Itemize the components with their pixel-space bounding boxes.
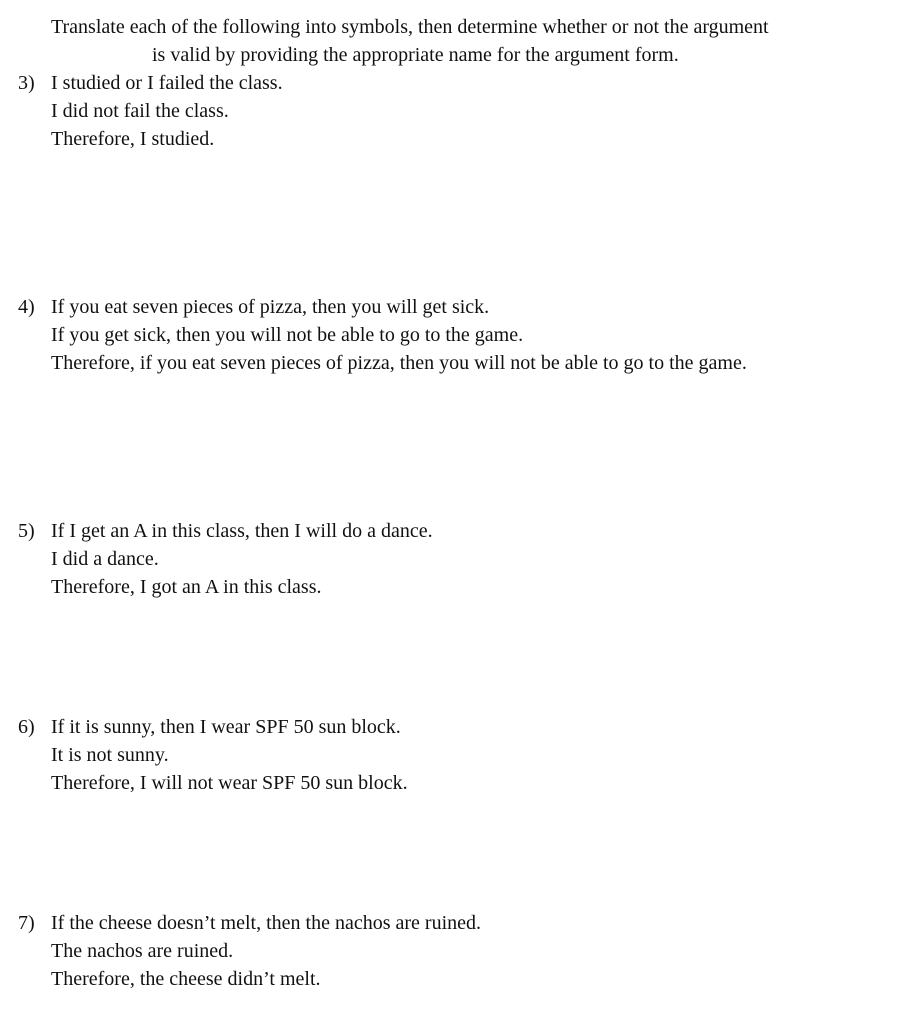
premise-1: If it is sunny, then I wear SPF 50 sun block. (51, 716, 401, 738)
premise-1: I studied or I failed the class. (51, 72, 283, 94)
premise-1: If I get an A in this class, then I will do a dance. (51, 520, 433, 542)
premise-2: If you get sick, then you will not be able to go to the game. (51, 324, 524, 346)
premise-1: If you eat seven pieces of pizza, then you will get sick. (51, 296, 490, 318)
problem-number: 4) (18, 296, 35, 318)
conclusion: Therefore, if you eat seven pieces of pizza, then you will not be able to go to the game. (51, 352, 747, 374)
conclusion: Therefore, I studied. (51, 128, 215, 150)
premise-2: It is not sunny. (51, 744, 169, 766)
conclusion: Therefore, I will not wear SPF 50 sun block. (51, 772, 408, 794)
instructions-line-1: Translate each of the following into symbols, then determine whether or not the argument (51, 16, 769, 38)
premise-1: If the cheese doesn’t melt, then the nachos are ruined. (51, 912, 482, 934)
problem-number: 3) (18, 72, 35, 94)
conclusion: Therefore, I got an A in this class. (51, 576, 322, 598)
premise-2: I did not fail the class. (51, 100, 229, 122)
problem-number: 5) (18, 520, 35, 542)
problem-number: 7) (18, 912, 35, 934)
premise-2: The nachos are ruined. (51, 940, 234, 962)
instructions-line-2: is valid by providing the appropriate name for the argument form. (152, 44, 679, 66)
conclusion: Therefore, the cheese didn’t melt. (51, 968, 321, 990)
premise-2: I did a dance. (51, 548, 159, 570)
problem-number: 6) (18, 716, 35, 738)
